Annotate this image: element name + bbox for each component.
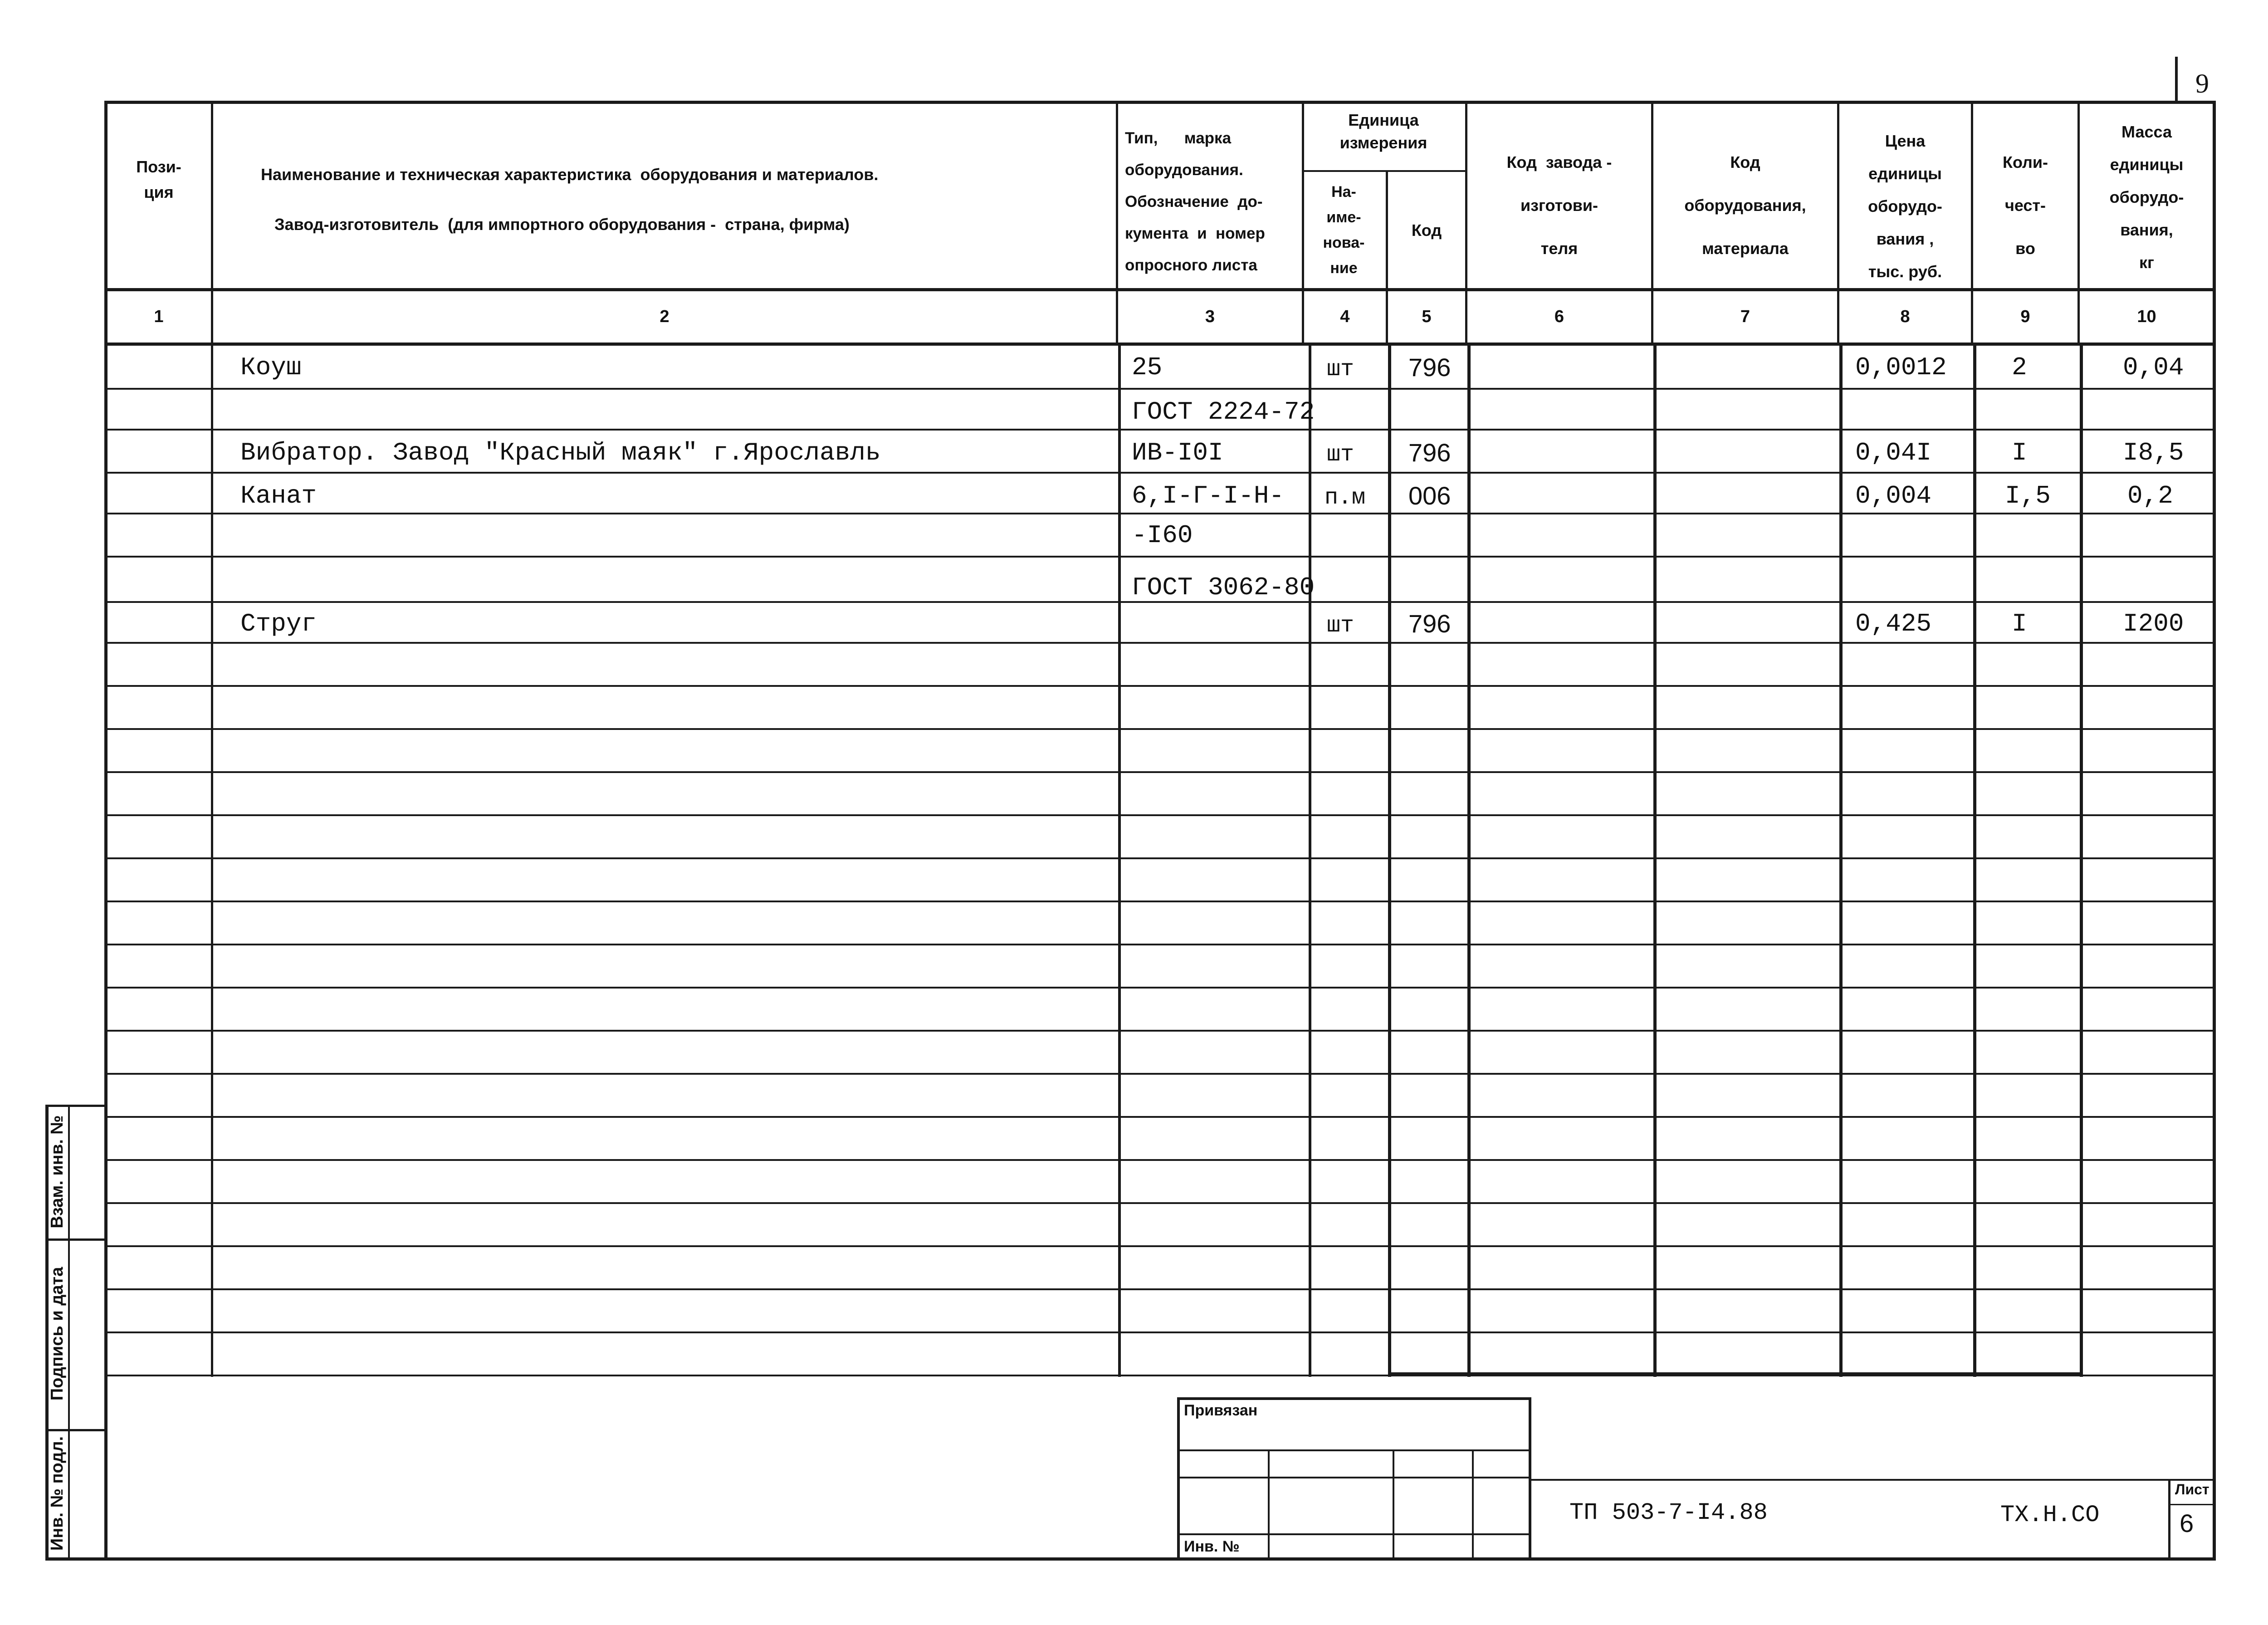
table-row-line: [104, 1030, 2216, 1032]
table-row-6-unit: шт: [1327, 613, 1354, 639]
table-row-6-mass: I200: [2123, 609, 2184, 638]
table-row-line: [104, 556, 2216, 558]
column-number: 9: [2020, 307, 2030, 326]
table-row-line: [104, 814, 2216, 816]
table-column-line: [2080, 343, 2083, 1377]
table-row-0-name: Коуш: [240, 353, 302, 382]
header-type: Тип, марка оборудования. Обозначение до- кумента и номер опросного листа: [1125, 129, 1265, 274]
table-row-line: [104, 1202, 2216, 1204]
table-row-0-unit: шт: [1327, 357, 1354, 382]
table-row-2-mass: I8,5: [2123, 438, 2184, 467]
table-row-2-code: 796: [1408, 438, 1451, 467]
table-row-2-type: ИВ-I0I: [1132, 438, 1223, 467]
table-row-line: [104, 1288, 2216, 1290]
column-number: 6: [1554, 307, 1564, 326]
table-row-6-qty: I: [2012, 609, 2027, 638]
column-number: 2: [660, 307, 670, 326]
table-row-0-qty: 2: [2012, 353, 2027, 382]
table-row-3-name: Канат: [240, 481, 317, 510]
side-label-podpis: Подпись и дата: [48, 1267, 67, 1401]
header-name: Наименование и техническая характеристика оборудования и материалов. Завод-изготовитель (для импортного оборудования - страна, фирма): [261, 165, 879, 234]
table-row-line: [104, 472, 2216, 474]
table-row-2-qty: I: [2012, 438, 2027, 467]
header-factory-code: Код завода - изготови- теля: [1506, 153, 1612, 258]
table-row-line: [104, 987, 2216, 989]
table-column-line: [1973, 343, 1976, 1377]
column-number: 10: [2137, 307, 2156, 326]
table-row-6-name: Струг: [240, 609, 317, 638]
table-row-line: [104, 901, 2216, 902]
table-row-line: [104, 1116, 2216, 1118]
table-row-3-qty: I,5: [2005, 481, 2051, 510]
table-row-1-type: ГОСТ 2224-72: [1132, 397, 1315, 426]
table-column-line: [1388, 343, 1391, 1377]
column-number: 7: [1740, 307, 1750, 326]
column-number: 3: [1205, 307, 1215, 326]
header-unit-code: Код: [1411, 221, 1442, 240]
column-number: 1: [154, 307, 164, 326]
header-price: Цена единицы оборудо- вания , тыс. руб.: [1868, 132, 1942, 281]
table-row-2-price: 0,04I: [1855, 438, 1932, 467]
table-row-3-price: 0,004: [1855, 481, 1932, 510]
column-number: 5: [1422, 307, 1432, 326]
table-row-3-type: 6,I-Г-I-Н-: [1132, 481, 1285, 510]
table-column-line: [1839, 343, 1843, 1377]
header-mass: Масса единицы оборудо- вания, кг: [2109, 122, 2184, 272]
table-row-5-type: ГОСТ 3062-80: [1132, 573, 1315, 602]
table-row-line: [104, 642, 2216, 644]
table-row-line: [104, 685, 2216, 687]
table-column-line: [1309, 343, 1311, 1377]
table-row-6-code: 796: [1408, 609, 1451, 638]
table-row-6-price: 0,425: [1855, 609, 1932, 638]
table-row-line: [104, 1159, 2216, 1161]
document-code: ТП 503-7-I4.88: [1569, 1499, 1768, 1526]
table-row-0-mass: 0,04: [2123, 353, 2184, 382]
table-row-0-price: 0,0012: [1855, 353, 1947, 382]
table-row-3-code: 006: [1408, 481, 1451, 510]
table-row-line: [104, 388, 2216, 390]
table-row-0-type: 25: [1132, 353, 1163, 382]
table-column-line: [1467, 343, 1471, 1377]
header-unit-name: На- име- нова- ние: [1323, 183, 1365, 277]
table-row-3-mass: 0,2: [2127, 481, 2173, 510]
table-row-line: [104, 857, 2216, 859]
table-row-line: [104, 513, 2216, 514]
table-row-line: [104, 728, 2216, 730]
sheet-number: 6: [2180, 1509, 2194, 1537]
header-position: Пози- ция: [136, 157, 181, 201]
table-bottom-line: [1388, 1372, 2083, 1376]
table-row-line: [104, 944, 2216, 945]
header-equipment-code: Код оборудования, материала: [1684, 153, 1806, 258]
document-mark: ТХ.Н.СО: [2000, 1502, 2100, 1528]
table-row-line: [104, 1331, 2216, 1333]
side-label-inv: Инв. № подл.: [48, 1436, 67, 1551]
side-label-vzam: Взам. инв. №: [48, 1115, 67, 1229]
table-row-0-code: 796: [1408, 353, 1451, 382]
table-column-line: [1653, 343, 1657, 1377]
table-row-line: [104, 1245, 2216, 1247]
table-row-line: [104, 1073, 2216, 1075]
table-row-4-type: -I60: [1132, 521, 1193, 550]
table-row-line: [104, 429, 2216, 431]
page-number: 9: [2195, 69, 2209, 98]
table-column-line: [1118, 343, 1121, 1377]
column-number: 8: [1900, 307, 1910, 326]
table-row-line: [104, 771, 2216, 773]
table-column-line: [211, 343, 213, 1377]
sheet-label: Лист: [2175, 1481, 2209, 1498]
table-row-2-name: Вибратор. Завод "Красный маяк" г.Ярославль: [240, 438, 881, 467]
stamp-inv-no: Инв. №: [1184, 1538, 1240, 1555]
header-unit-group: Единица измерения: [1339, 111, 1427, 152]
table-row-2-unit: шт: [1327, 442, 1354, 468]
stamp-privyazan: Привязан: [1184, 1402, 1258, 1419]
header-quantity: Коли- чест- во: [2002, 153, 2048, 258]
table-row-3-unit: п.м: [1325, 485, 1366, 511]
column-number: 4: [1340, 307, 1350, 326]
